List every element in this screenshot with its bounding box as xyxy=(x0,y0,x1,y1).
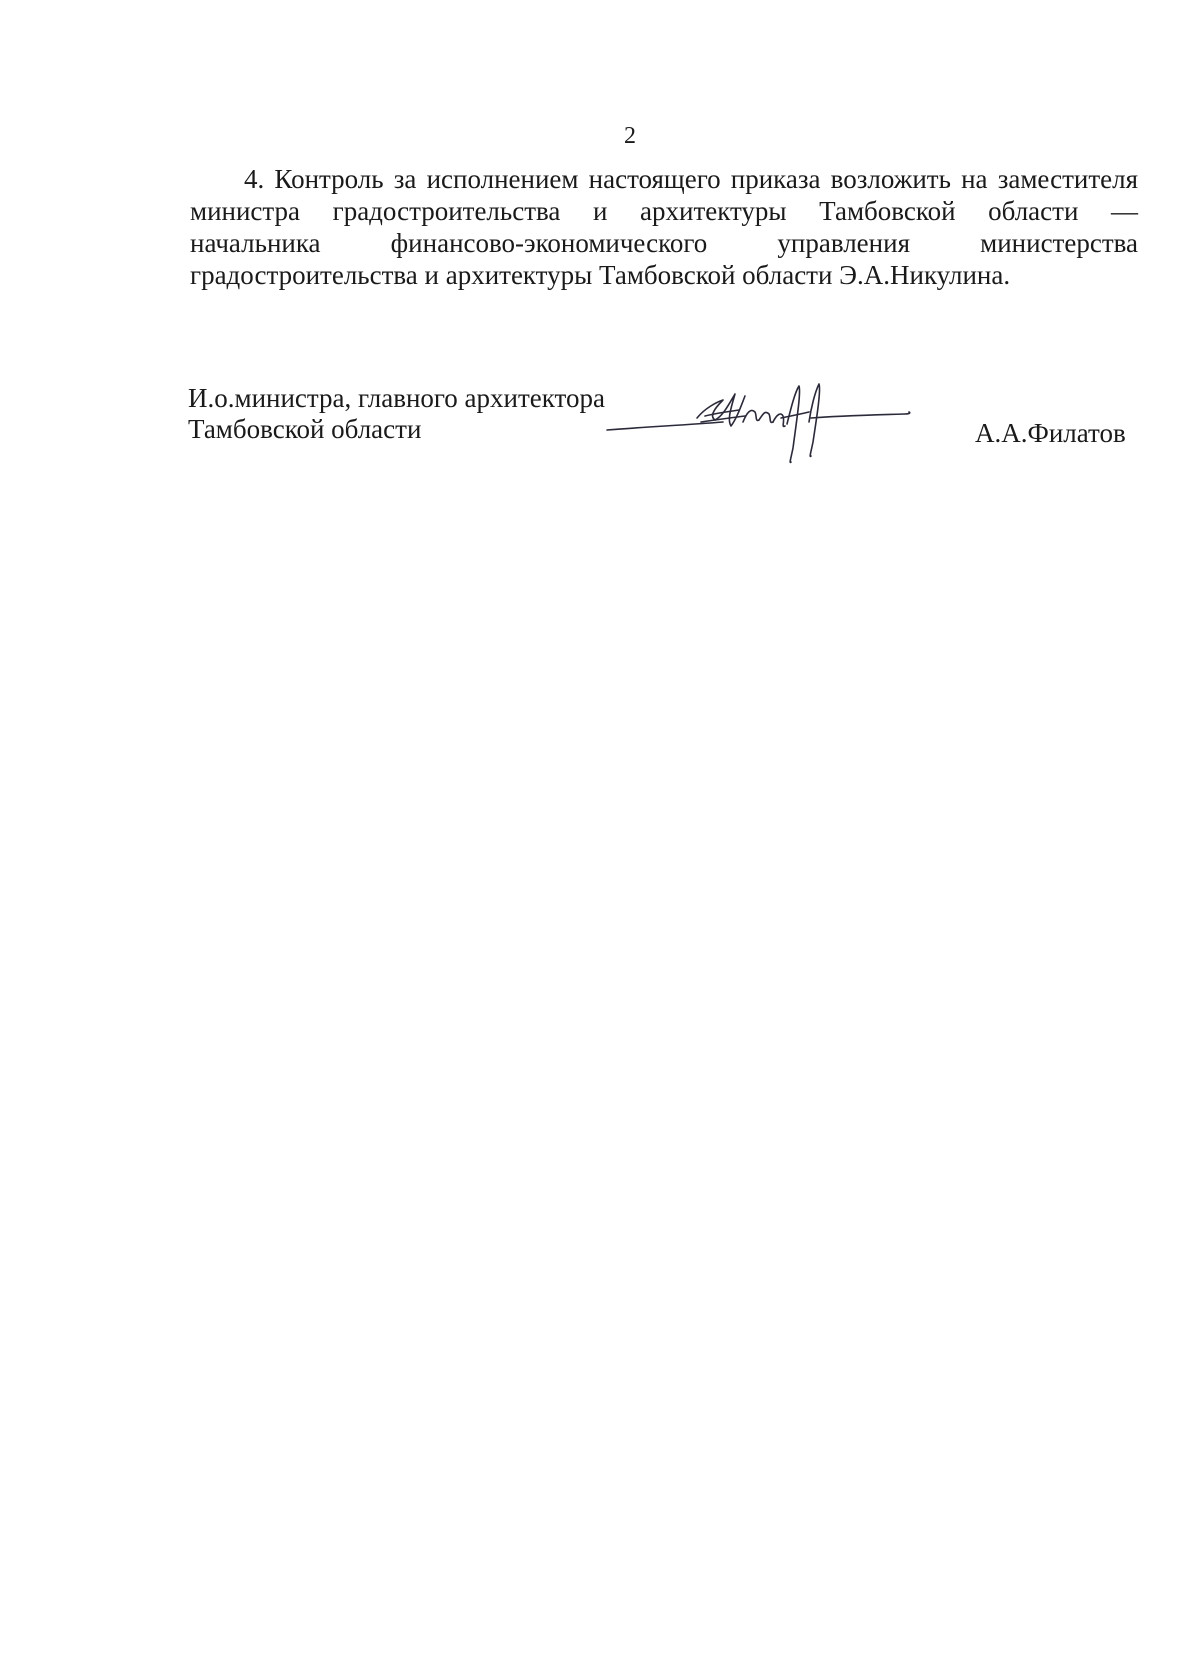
handwritten-signature xyxy=(605,378,915,468)
order-paragraph-4 xyxy=(190,163,1138,291)
paragraph-line: 4. Контроль за исполнением настоящего приказа возложить на заместителя xyxy=(244,164,1138,194)
page-number: 2 xyxy=(624,123,636,149)
signatory-title-line: Тамбовской области xyxy=(188,414,422,444)
paragraph-line: градостроительства и архитектуры Тамбовской области Э.А.Никулина. xyxy=(190,260,1011,290)
signatory-name: А.А.Филатов xyxy=(975,418,1126,448)
signatory-title xyxy=(188,383,605,445)
paragraph-line: министра градостроительства и архитектуры Тамбовской области — xyxy=(190,196,1138,226)
paragraph-line: начальника финансово-экономического управления министерства xyxy=(190,228,1138,258)
signatory-title-line: И.о.министра, главного архитектора xyxy=(188,383,605,413)
